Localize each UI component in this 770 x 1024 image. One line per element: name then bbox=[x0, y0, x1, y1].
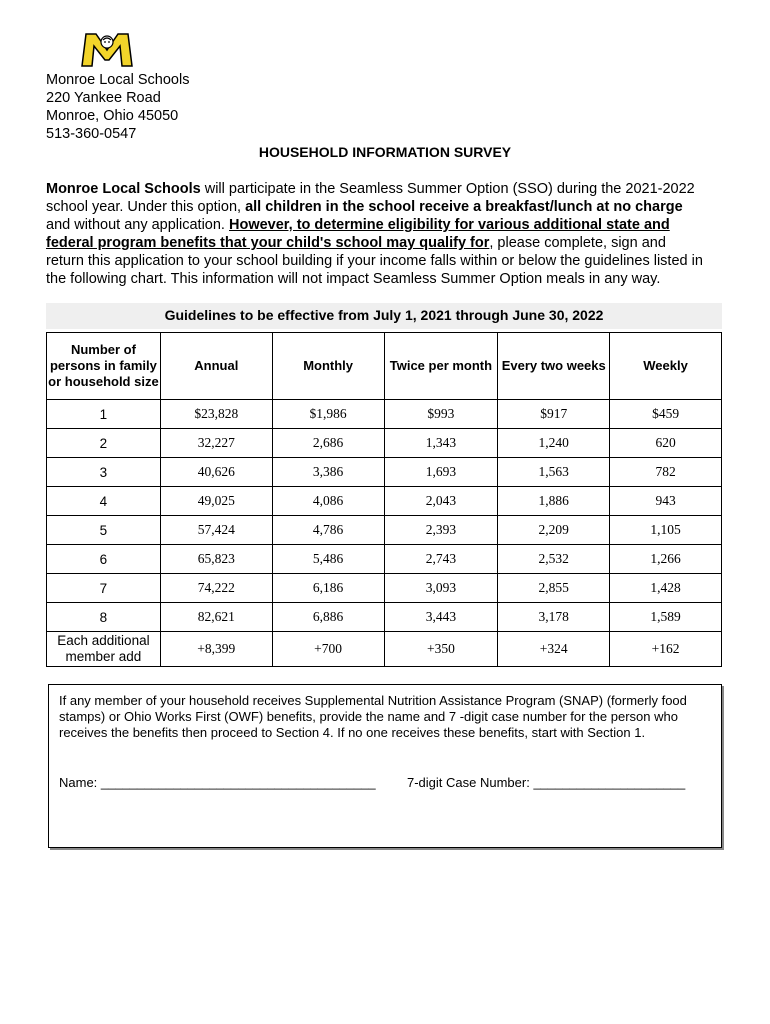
page-title: HOUSEHOLD INFORMATION SURVEY bbox=[258, 144, 512, 160]
table-cell: 3 bbox=[47, 458, 161, 487]
table-cell: 6,886 bbox=[272, 603, 384, 632]
intro-paragraph bbox=[46, 180, 706, 288]
table-row bbox=[47, 516, 722, 545]
table-cell: 943 bbox=[610, 487, 722, 516]
table-cell: 7 bbox=[47, 574, 161, 603]
table-cell: +8,399 bbox=[160, 632, 272, 667]
intro-emphasis: all children in the school receive a breakfast/lunch at no charge bbox=[245, 199, 683, 215]
table-cell: $23,828 bbox=[160, 400, 272, 429]
table-cell: 620 bbox=[610, 429, 722, 458]
column-header: Twice per month bbox=[384, 333, 498, 400]
table-cell: 3,093 bbox=[384, 574, 498, 603]
intro-text: , please complete, sign and return this application to your school building if your income falls within or below the guidelines listed in the following chart. This information will not impact Seamless Summer Option meals in any way. bbox=[46, 235, 703, 287]
table-cell: 4 bbox=[47, 487, 161, 516]
table-cell: 2,532 bbox=[498, 545, 610, 574]
table-cell: +162 bbox=[610, 632, 722, 667]
name-field[interactable]: Name: ______________________________________ bbox=[59, 775, 376, 790]
intro-school-name: Monroe Local Schools bbox=[46, 181, 201, 197]
table-cell: 6,186 bbox=[272, 574, 384, 603]
table-cell: 74,222 bbox=[160, 574, 272, 603]
table-header-row bbox=[47, 333, 722, 400]
table-cell: 3,443 bbox=[384, 603, 498, 632]
table-cell: 1,589 bbox=[610, 603, 722, 632]
table-cell: 1,105 bbox=[610, 516, 722, 545]
table-row bbox=[47, 487, 722, 516]
snap-fields bbox=[59, 775, 686, 790]
table-cell: 1,693 bbox=[384, 458, 498, 487]
table-cell: 3,178 bbox=[498, 603, 610, 632]
table-row bbox=[47, 574, 722, 603]
table-cell: +324 bbox=[498, 632, 610, 667]
table-row bbox=[47, 429, 722, 458]
yankee-logo-icon bbox=[78, 28, 136, 70]
table-cell: 3,386 bbox=[272, 458, 384, 487]
guidelines-caption: Guidelines to be effective from July 1, 2021 through June 30, 2022 bbox=[46, 303, 722, 329]
snap-instructions: If any member of your household receives Supplemental Nutrition Assistance Program (SNAP) (formerly food stamps) or Ohio Works First (OWF) benefits, provide the name and 7 -digit case number for the person who receives the benefits then proceed to Section 4. If no one receives these benefits, start with Section 1. bbox=[59, 693, 687, 740]
table-cell: 1,343 bbox=[384, 429, 498, 458]
table-cell: 49,025 bbox=[160, 487, 272, 516]
table-cell: 1 bbox=[47, 400, 161, 429]
table-cell: 1,266 bbox=[610, 545, 722, 574]
column-header: Number of persons in family or household size bbox=[47, 333, 161, 400]
table-cell: 1,563 bbox=[498, 458, 610, 487]
table-cell: 1,240 bbox=[498, 429, 610, 458]
table-cell: 2,855 bbox=[498, 574, 610, 603]
table-cell: 1,428 bbox=[610, 574, 722, 603]
intro-text: will participate in the Seamless Summer Option (SSO) during the 2021-2022 school year. Under this option, bbox=[46, 181, 695, 215]
table-cell: 32,227 bbox=[160, 429, 272, 458]
table-cell: Each additional member add bbox=[47, 632, 161, 667]
column-header: Every two weeks bbox=[498, 333, 610, 400]
phone-line: 513-360-0547 bbox=[46, 126, 137, 142]
table-cell: 2 bbox=[47, 429, 161, 458]
table-cell: 1,886 bbox=[498, 487, 610, 516]
table-cell: +350 bbox=[384, 632, 498, 667]
table-cell: 5 bbox=[47, 516, 161, 545]
address-line: Monroe Local Schools bbox=[46, 72, 190, 88]
column-header: Weekly bbox=[610, 333, 722, 400]
table-cell: $1,986 bbox=[272, 400, 384, 429]
table-cell: $917 bbox=[498, 400, 610, 429]
table-cell: 65,823 bbox=[160, 545, 272, 574]
table-row bbox=[47, 603, 722, 632]
case-number-field[interactable]: 7-digit Case Number: _____________________ bbox=[407, 775, 686, 790]
table-cell: $993 bbox=[384, 400, 498, 429]
column-header: Monthly bbox=[272, 333, 384, 400]
table-row bbox=[47, 400, 722, 429]
table-row bbox=[47, 458, 722, 487]
address-line: Monroe, Ohio 45050 bbox=[46, 108, 179, 124]
table-cell: 82,621 bbox=[160, 603, 272, 632]
table-cell: 2,743 bbox=[384, 545, 498, 574]
table-cell: 5,486 bbox=[272, 545, 384, 574]
table-cell: 40,626 bbox=[160, 458, 272, 487]
column-header: Annual bbox=[160, 333, 272, 400]
table-cell: 2,209 bbox=[498, 516, 610, 545]
table-cell: 4,086 bbox=[272, 487, 384, 516]
table-cell: $459 bbox=[610, 400, 722, 429]
address-line: 220 Yankee Road bbox=[46, 90, 161, 106]
table-cell: +700 bbox=[272, 632, 384, 667]
table-row bbox=[47, 632, 722, 667]
table-cell: 8 bbox=[47, 603, 161, 632]
table-row bbox=[47, 545, 722, 574]
table-cell: 2,686 bbox=[272, 429, 384, 458]
table-cell: 57,424 bbox=[160, 516, 272, 545]
table-cell: 2,393 bbox=[384, 516, 498, 545]
school-address bbox=[46, 71, 189, 143]
table-cell: 2,043 bbox=[384, 487, 498, 516]
table-cell: 782 bbox=[610, 458, 722, 487]
table-cell: 6 bbox=[47, 545, 161, 574]
table-cell: 4,786 bbox=[272, 516, 384, 545]
intro-text: and without any application. bbox=[46, 217, 229, 233]
intro-underlined: However, to determine eligibility for various additional state and federal program benefits that your child's school may qualify for bbox=[46, 217, 670, 251]
snap-benefits-section bbox=[48, 684, 722, 848]
income-guidelines-table bbox=[46, 332, 722, 667]
